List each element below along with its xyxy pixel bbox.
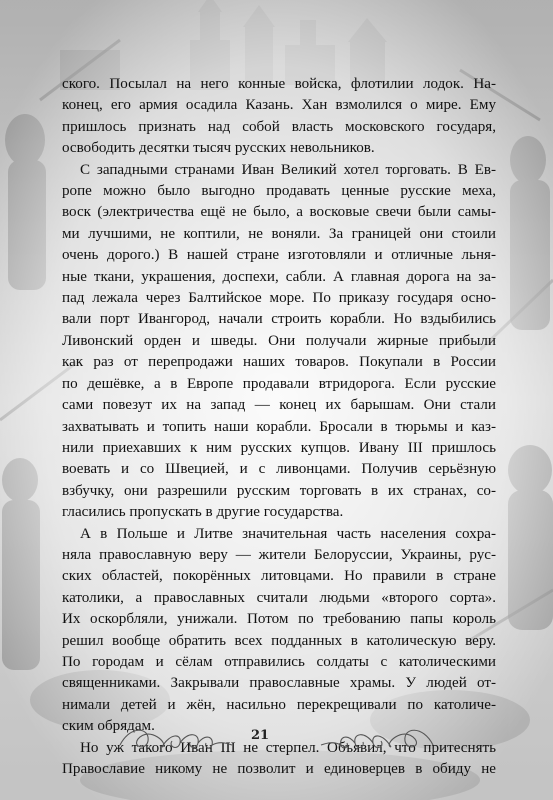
text-line: няла православную веру — жители Белоруссии, Украины, рус- — [62, 546, 496, 563]
body-text — [62, 74, 496, 780]
text-line: Ливонский орден и шведы. Они получали жирные прибыли — [62, 332, 496, 349]
text-line: пад лежала через Балтийское море. По приказу государя осно- — [62, 290, 496, 307]
paragraph-3 — [62, 524, 496, 738]
page-number: 21 — [250, 728, 270, 743]
text-line: ропе можно было выгодно продавать ценные русские меха, — [62, 183, 496, 200]
paragraph-1 — [62, 74, 496, 160]
text-line: С западными странами Иван Великий хотел торговать. В Ев- — [80, 161, 496, 178]
text-line: Православие никому не позволит и единоверцев в обиду не — [62, 761, 496, 777]
text-line: ских областей, покорённых литовцами. Но правили в стране — [62, 568, 496, 585]
text-line: воевать и со Швецией, и с ливонцами. Получив серьёзную — [62, 461, 496, 478]
text-line: воск (электричества ещё не было, а восковые свечи были самы- — [62, 204, 496, 221]
text-line: священниками. Закрывали православные храмы. У людей от- — [62, 675, 496, 692]
text-line: захватывать и топить наши корабли. Бросали в тюрьмы и каз- — [62, 418, 496, 435]
text-line: вали порт Ивангород, начали строить корабли. Но вздыбились — [62, 311, 496, 328]
text-line: по дешёвке, а в Европе продавали втридорога. Если русские — [62, 375, 496, 392]
text-line: католики, а православных считали людьми «второго сорта». — [62, 589, 496, 606]
text-line: решил вообще обратить всех подданных в католическую веру. — [62, 632, 496, 649]
text-line: Но уж такого Иван III не стерпел. Объявил, что притеснять — [80, 739, 496, 756]
text-line: как раз от перепродажи наших товаров. Покупали в России — [62, 354, 496, 371]
text-line: ные ткани, украшения, доспехи, сабли. А главная дорога на за- — [62, 268, 496, 285]
text-line: А в Польше и Литве значительная часть населения сохра- — [80, 525, 496, 542]
text-line: сами повезут их на запад — конец их барышам. Они стали — [62, 397, 496, 414]
text-line: освободить десятки тысяч русских невольников. — [62, 140, 375, 157]
text-line: ми лучшими, не коптили, не воняли. За границей они стоили — [62, 225, 496, 242]
paragraph-2 — [62, 160, 496, 524]
text-line: очень дорого.) В нашей стране изготовляли и отличные льня- — [62, 247, 496, 264]
text-line: ского. Посылал на него конные войска, флотилии лодок. На- — [62, 76, 496, 92]
text-line: взбучку, они разрешили русским торговать в их странах, со- — [62, 482, 496, 499]
text-line: По городам и сёлам отправились солдаты с католическими — [62, 653, 496, 670]
text-line: ским обрядам. — [62, 718, 155, 735]
text-line: гласились пропускать в другие государства. — [62, 504, 344, 521]
text-line: Их оскорбляли, унижали. Потом по требованию папы король — [62, 611, 496, 628]
footer-ornament — [0, 715, 553, 765]
text-line: нили приехавших к ним русских купцов. Ивану III пришлось — [62, 439, 496, 456]
text-line: конец, его армия осадила Казань. Хан взмолился о мире. Ему — [62, 97, 496, 114]
text-line: нимали детей и жён, насильно перекрещивали по католиче- — [62, 696, 496, 713]
text-line: пришлось признать над собой власть московского государя, — [62, 118, 496, 135]
left-flourish-ornament — [120, 730, 232, 748]
right-flourish-ornament — [321, 730, 433, 748]
